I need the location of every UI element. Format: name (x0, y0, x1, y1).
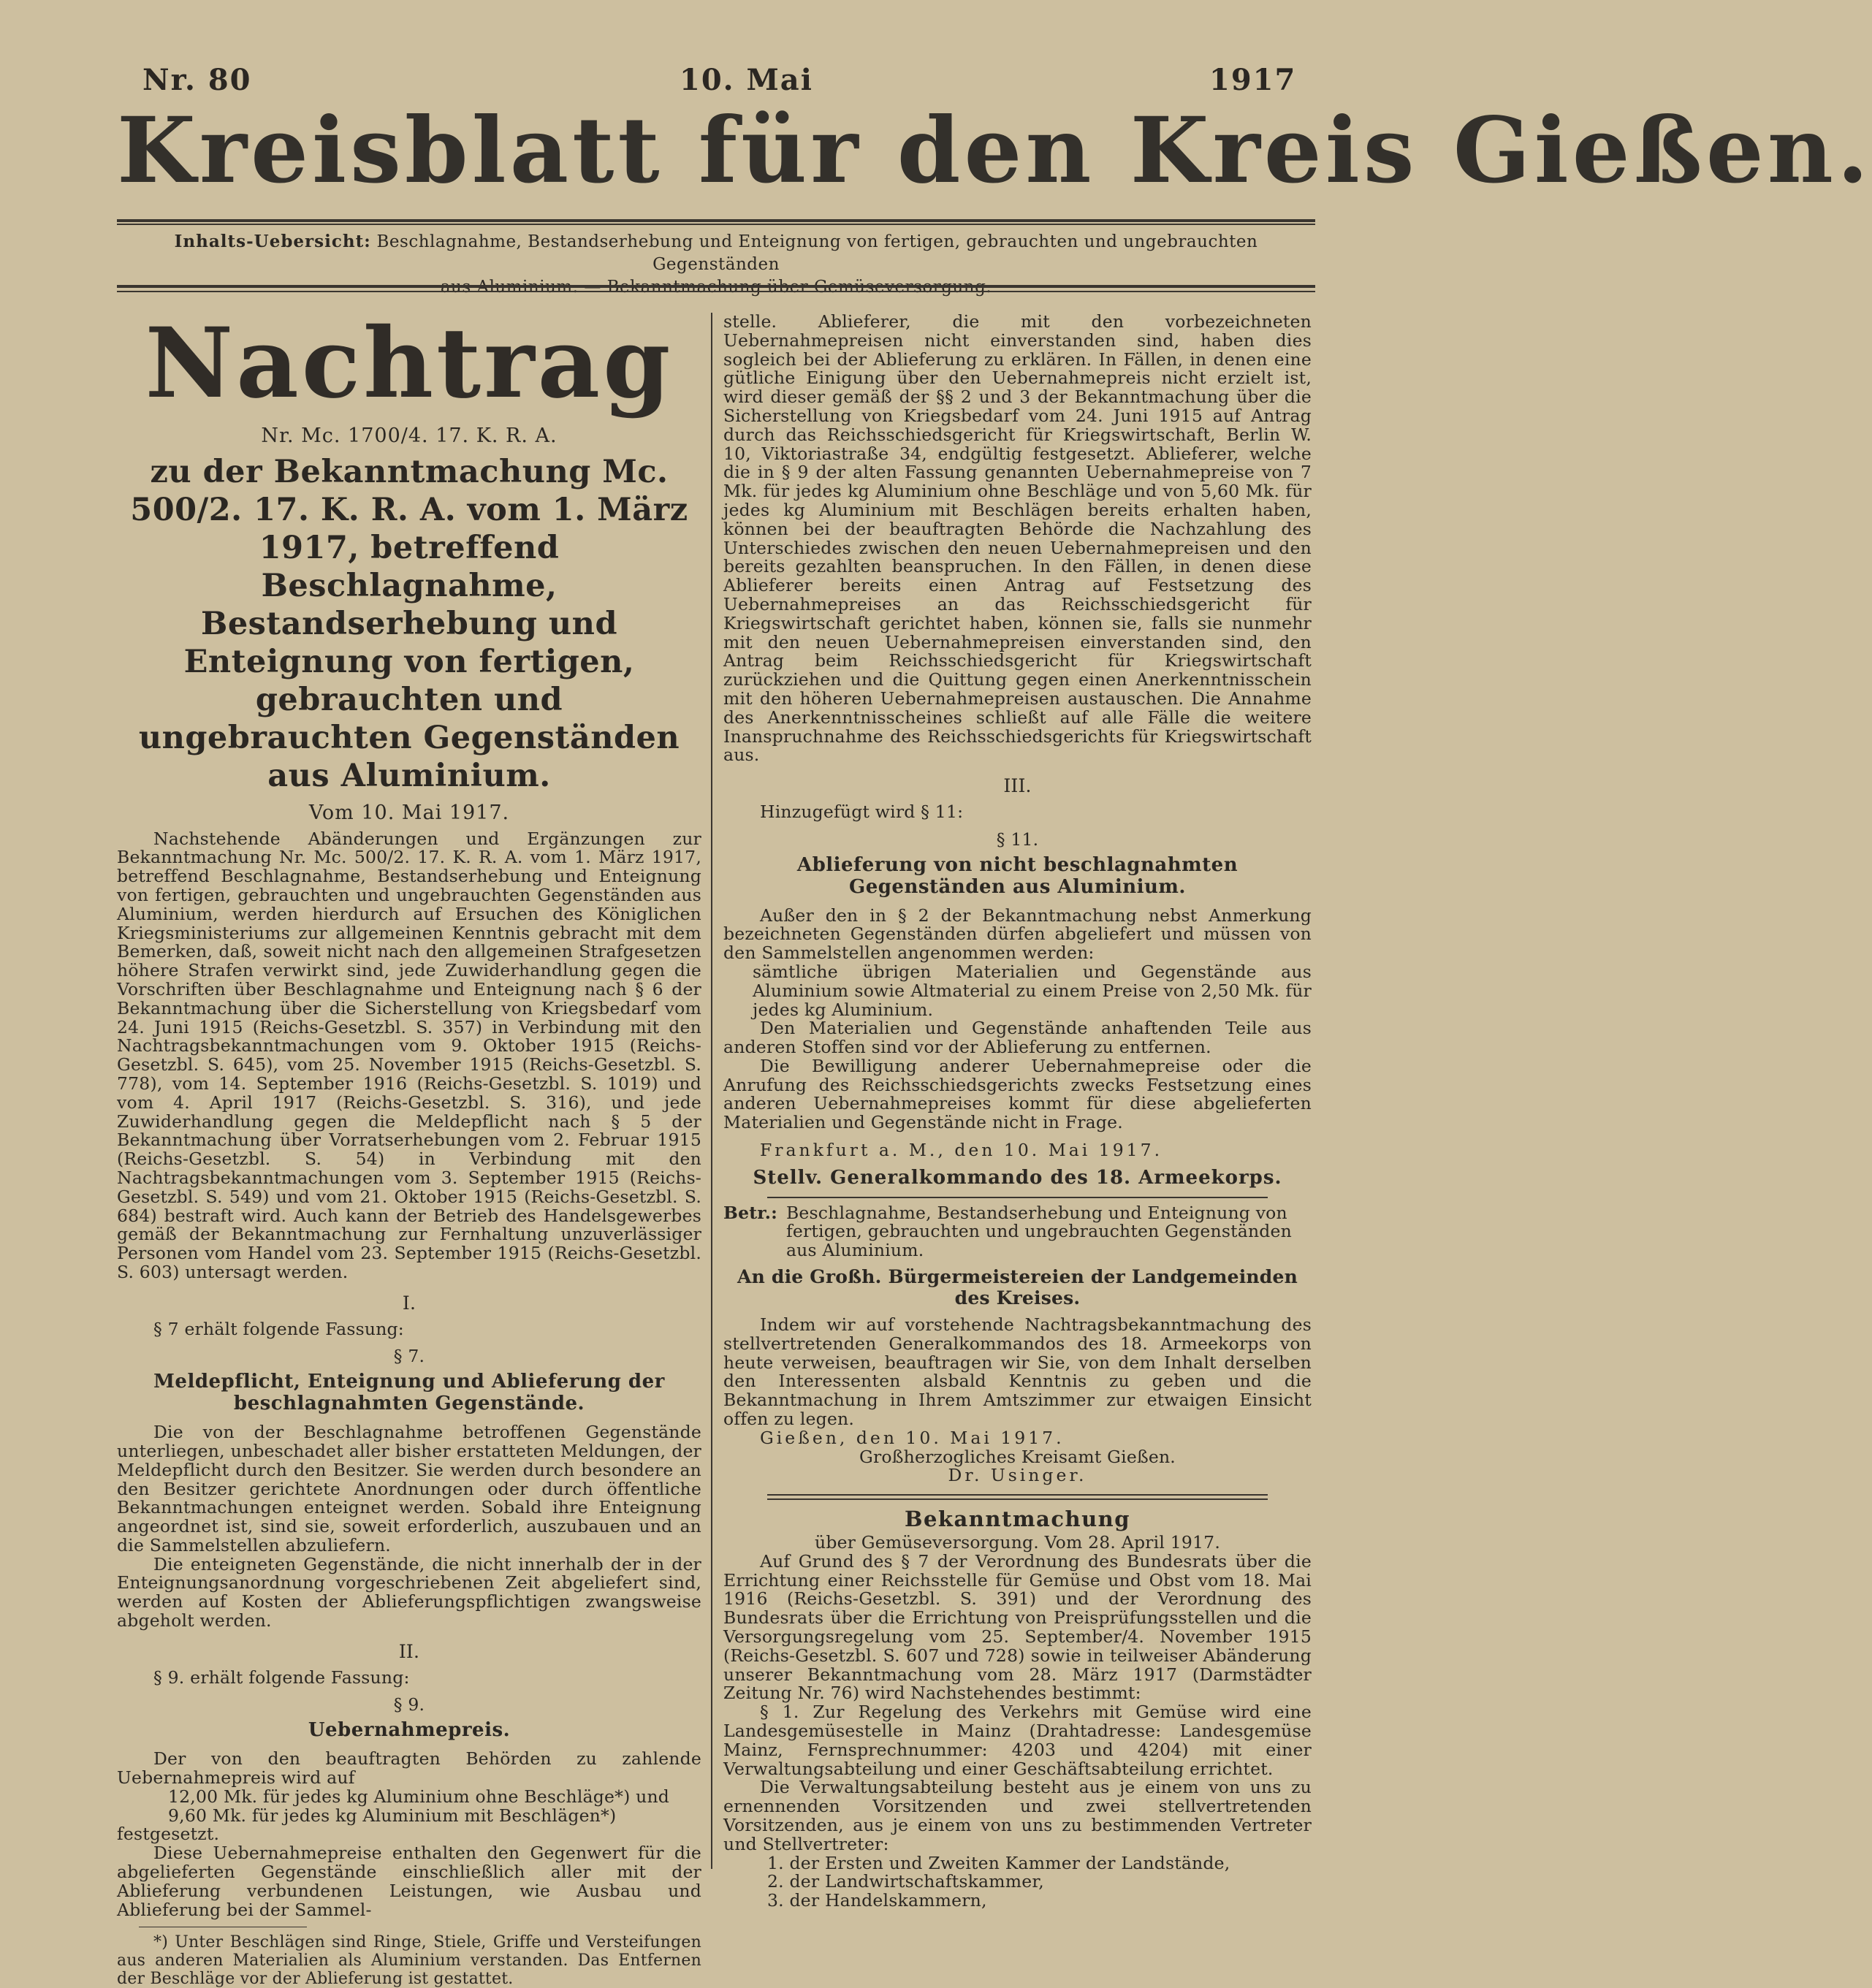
s11-intro: Hinzugefügt wird § 11: (760, 801, 964, 822)
addressee: An die Großh. Bürgermeistereien der Landgemeinden des Kreises. (737, 1266, 1298, 1309)
s9-price-1: 12,00 Mk. für jedes kg Aluminium ohne Beschläge*) und (168, 1786, 670, 1807)
toc-rule (117, 285, 1315, 288)
s9-price-2: 9,60 Mk. für jedes kg Aluminium mit Beschlägen*) (168, 1805, 617, 1826)
s9-paragraph-1: Der von den beauftragten Behörden zu zahlende Uebernahmepreis wird auf (117, 1748, 701, 1789)
s7-title: Meldepflicht, Enteignung und Ablieferung der beschlagnahmten Gegenstände. (153, 1371, 665, 1415)
bekanntmachung-separator (767, 1494, 1268, 1496)
s9-heading: § 9. (393, 1694, 425, 1715)
issue-number: Nr. 80 (142, 63, 252, 97)
masthead-rule-thin (117, 224, 1315, 225)
s7-intro: § 7 erhält folgende Fassung: (153, 1318, 404, 1339)
section-roman-3: III. (1003, 775, 1032, 797)
bekanntmachung-section-1: § 1. Zur Regelung des Verkehrs mit Gemüse wird eine Landesgemüsestelle in Mainz (Drahtadresse: Landesgemüse Mainz, Fernsprechnummer: 4203 und 4204) mit einer Verwaltungsabteilung und einer Geschäftsabteilung errichtet. (723, 1702, 1312, 1779)
s11-paragraph-3: Die Bewilligung anderer Uebernahmepreise oder die Anrufung des Reichsschiedsgerichts zwecks Festsetzung eines anderen Uebernahmepreises kommt für diese abgelieferten Materialien und Gegenstände nicht in Frage. (723, 1055, 1312, 1133)
generalkommando-signature: Stellv. Generalkommando des 18. Armeekorps. (753, 1166, 1282, 1189)
masthead-rule (117, 219, 1315, 222)
s11-paragraph-1b: sämtliche übrigen Materialien und Gegenstände aus Aluminium sowie Altmaterial zu einem Preise von 2,50 Mk. für jedes kg Aluminium. (753, 961, 1312, 1020)
section-roman-2: II. (398, 1640, 420, 1662)
doctor-signature: Dr. Usinger. (948, 1465, 1087, 1486)
nachtrag-date: Vom 10. Mai 1917. (308, 801, 510, 824)
issue-date: 10. Mai (680, 63, 813, 97)
s9-continuation: stelle. Ablieferer, die mit den vorbezeichneten Uebernahmepreisen nicht einverstanden sind, haben dies sogleich bei der Ablieferung zu erklären. In Fällen, in denen eine gütliche Einigung über den Uebernahmepreis nicht erzielt ist, wird dieser gemäß der §§ 2 und 3 der Bekanntmachung über die Sicherstellung von Kriegsbedarf vom 24. Juni 1915 auf Antrag durch das Reichsschiedsgericht für Kriegswirtschaft, Berlin W. 10, Viktoriastraße 34, endgültig festgesetzt. Ablieferer, welche die in § 9 der alten Fassung genannten Uebernahmepreise von 7 Mk. für jedes kg Aluminium ohne Beschläge und von 5,60 Mk. für jedes kg Aluminium mit Beschlägen bereits erhalten haben, können bei der beauftragten Behörde die Nachzahlung des Unterschiedes zwischen den neuen Uebernahmepreisen und den bereits gezahlten beanspruchen. In den Fällen, in denen diese Ablieferer bereits einen Antrag auf Festsetzung des Uebernahmepreises an das Reichsschiedsgericht für Kriegswirtschaft gerichtet haben, können sie, falls sie nunmehr mit den neuen Uebernahmepreisen einverstanden sind, den Antrag beim Reichsschiedsgericht für Kriegswirtschaft zurückziehen und die Quittung gegen einen Anerkenntnisschein mit den höheren Uebernahmepreisen austauschen. Die Annahme des Anerkenntnisscheines schließt auf alle Fälle die weitere Inanspruchnahme des Reichsschiedsgerichts für Kriegswirtschaft aus. (723, 311, 1312, 766)
masthead-title: Kreisblatt für den Kreis Gießen. (117, 98, 1872, 204)
left-column (117, 307, 701, 1988)
place-date: Frankfurt a. M., den 10. Mai 1917. (760, 1140, 1163, 1161)
nachtrag-heading: Nachtrag (145, 307, 674, 420)
list-item: 3. der Handelskammern, (767, 1890, 987, 1911)
intro-paragraph: Nachstehende Abänderungen und Ergänzungen zur Bekanntmachung Nr. Mc. 500/2. 17. K. R. A. vom 1. März 1917, betreffend Beschlagnahme, Bestandserhebung und Enteignung von fertigen, gebrauchten und ungebrauchten Gegenständen aus Aluminium, werden hierdurch auf Ersuchen des Königlichen Kriegsministeriums zur allgemeinen Kenntnis gebracht mit dem Bemerken, daß, soweit nicht nach den allgemeinen Strafgesetzen höhere Strafen verwirkt sind, jede Zuwiderhandlung gegen die Vorschriften über Beschlagnahme und Enteignung nach § 6 der Bekanntmachung über die Sicherstellung von Kriegsbedarf vom 24. Juni 1915 (Reichs-Gesetzbl. S. 357) in Verbindung mit den Nachtragsbekanntmachungen vom 9. Oktober 1915 (Reichs-Gesetzbl. S. 645), vom 25. November 1915 (Reichs-Gesetzbl. S. 778), vom 14. September 1916 (Reichs-Gesetzbl. S. 1019) und vom 4. April 1917 (Reichs-Gesetzbl. S. 316), und jede Zuwiderhandlung gegen die Meldepflicht nach § 5 der Bekanntmachung über Vorratserhebungen vom 2. Februar 1915 (Reichs-Gesetzbl. S. 54) in Verbindung mit den Nachtragsbekanntmachungen vom 3. September 1915 (Reichs-Gesetzbl. S. 549) und vom 21. Oktober 1915 (Reichs-Gesetzbl. S. 684) bestraft wird. Auch kann der Betrieb des Handelsgewerbes gemäß der Bekanntmachung zur Fernhaltung unzuverlässiger Personen vom Handel vom 23. September 1915 (Reichs-Gesetzbl. S. 603) untersagt werden. (117, 828, 701, 1282)
kreisamt-signature: Großherzogliches Kreisamt Gießen. (859, 1446, 1176, 1467)
s11-paragraph-1: Außer den in § 2 der Bekanntmachung nebst Anmerkung bezeichneten Gegenständen dürfen abgeliefert und müssen von den Sammelstellen angenommen werden: (723, 904, 1312, 964)
toc-text-line1: Beschlagnahme, Bestandserhebung und Enteignung von fertigen, gebrauchten und ungebrauchten Gegenständen (376, 232, 1258, 274)
issue-year: 1917 (1209, 63, 1297, 97)
right-column (723, 313, 1312, 1911)
list-item: 2. der Landwirtschaftskammer, (767, 1871, 1044, 1892)
s11-paragraph-2: Den Materialien und Gegenstände anhaftenden Teile aus anderen Stoffen sind vor der Ablieferung zu entfernen. (723, 1018, 1312, 1058)
s7-paragraph-1: Die von der Beschlagnahme betroffenen Gegenstände unterliegen, unbeschadet aller bisher erstatteten Meldungen, der Meldepflicht durch den Besitzer. Sie werden durch besondere an den Besitzer gerichtete Anordnungen oder durch öffentliche Bekanntmachungen enteignet werden. Sobald ihre Enteignung angeordnet ist, sind sie, soweit erforderlich, auszubauen und an die Sammelstellen abzuliefern. (117, 1422, 701, 1555)
section-separator (767, 1197, 1268, 1198)
column-divider (711, 313, 712, 1869)
s9-intro: § 9. erhält folgende Fassung: (153, 1667, 410, 1688)
s9-title: Uebernahmepreis. (308, 1719, 511, 1742)
toc-text-line2: aus Aluminium. — Bekanntmachung über Gemüseversorgung. (440, 278, 992, 297)
list-item: 1. der Ersten und Zweiten Kammer der Landstände, (767, 1852, 1230, 1873)
bekanntmachung-subtitle: über Gemüseversorgung. Vom 28. April 1917. (815, 1532, 1220, 1553)
bekanntmachung-title: Bekanntmachung (904, 1507, 1131, 1532)
betreff-block (723, 1204, 1312, 1260)
s11-title: Ablieferung von nicht beschlagnahmten Gegenständen aus Aluminium. (796, 853, 1239, 898)
s7-paragraph-2: Die enteigneten Gegenstände, die nicht innerhalb der in der Enteignungsanordnung vorgeschriebenen Zeit abgeliefert sind, werden auf Kosten der Ablieferungspflichtigen zwangsweise abgeholt werden. (117, 1553, 701, 1631)
table-of-contents (117, 230, 1315, 299)
nachtrag-title: zu der Bekanntmachung Mc. 500/2. 17. K. R. A. vom 1. März 1917, betreffend Beschlagnahme, Bestandserhebung und Enteignung von fertigen, gebrauchten und ungebrauchten Gegenständen aus Aluminium. (130, 453, 688, 794)
betreff-label: Betr.: (723, 1202, 777, 1223)
bekanntmachung-paragraph-2: Die Verwaltungsabteilung besteht aus je einem von uns zu ernennenden Vorsitzenden und zwei stellvertretenden Vorsitzenden, aus je einem von uns zu bestimmenden Vertreter und Stellvertreter: (723, 1777, 1312, 1854)
member-list (723, 1854, 1312, 1911)
giessen-date: Gießen, den 10. Mai 1917. (760, 1427, 1065, 1448)
nachtrag-number: Nr. Mc. 1700/4. 17. K. R. A. (261, 424, 558, 447)
toc-label: Inhalts-Uebersicht: (174, 232, 371, 251)
bekanntmachung-paragraph-1: Auf Grund des § 7 der Verordnung des Bundesrats über die Errichtung einer Reichsstelle für Gemüse und Obst vom 18. Mai 1916 (Reichs-Gesetzbl. S. 391) und der Verordnung des Bundesrats über die Errichtung von Preisprüfungsstellen und die Versorgungsregelung vom 25. September/4. November 1915 (Reichs-Gesetzbl. S. 607 und 728) sowie in teilweiser Abänderung unserer Bekanntmachung vom 28. März 1917 (Darmstädter Zeitung Nr. 76) wird Nachstehendes bestimmt: (723, 1550, 1312, 1704)
s7-heading: § 7. (393, 1346, 425, 1367)
addressee-paragraph: Indem wir auf vorstehende Nachtragsbekanntmachung des stellvertretenden Generalkommandos des 18. Armeekorps von heute verweisen, beauftragen wir Sie, von dem Inhalt derselben den Interessenten alsbald Kenntnis zu geben und die Bekanntmachung in Ihrem Amtszimmer zur etwaigen Einsicht offen zu legen. (723, 1314, 1312, 1430)
section-roman-1: I. (402, 1292, 416, 1314)
s11-heading: § 11. (996, 829, 1039, 850)
bekanntmachung-separator-2 (767, 1498, 1268, 1500)
s9-festgesetzt: festgesetzt. (117, 1824, 220, 1845)
s9-paragraph-2: Diese Uebernahmepreise enthalten den Gegenwert für die abgelieferten Gegenstände einschließlich aller mit der Ablieferung verbundenen Leistungen, wie Ausbau und Ablieferung bei der Sammel- (117, 1843, 701, 1920)
toc-rule-thin (117, 291, 1315, 292)
betreff-text: Beschlagnahme, Bestandserhebung und Enteignung von fertigen, gebrauchten und ungebrauchten Gegenständen aus Aluminium. (785, 1202, 1292, 1261)
footnote: *) Unter Beschlägen sind Ringe, Stiele, Griffe und Versteifungen aus anderen Materialien als Aluminium verstanden. Das Entfernen der Beschläge vor der Ablieferung ist gestattet. (117, 1933, 701, 1988)
